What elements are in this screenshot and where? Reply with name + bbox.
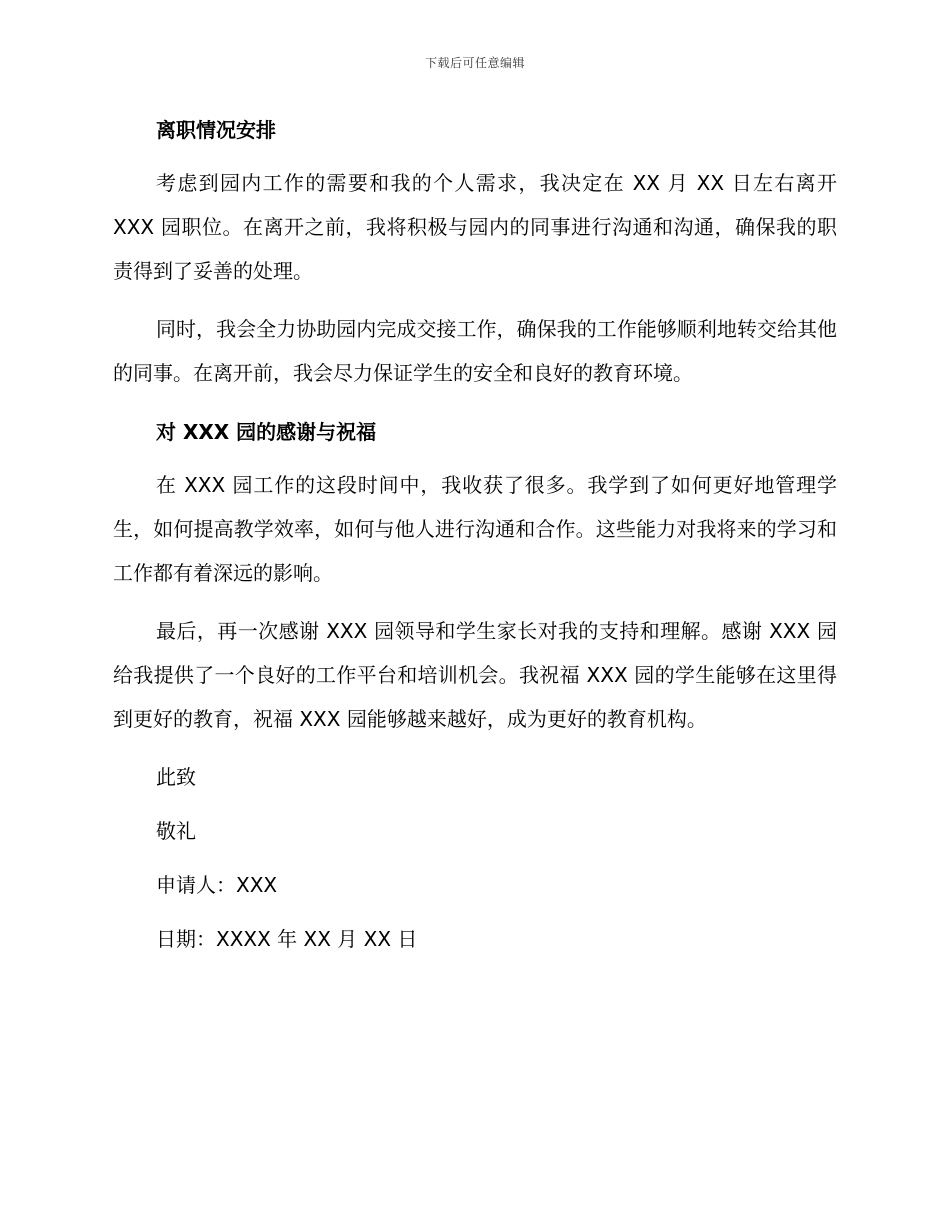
paragraph: 最后，再一次感谢 XXX 园领导和学生家长对我的支持和理解。感谢 XXX 园给我提供了一个良好的工作平台和培训机会。我祝福 XXX 园的学生能够在这里得到更好的教育，祝福 XXX 园能够越来越好，成为更好的教育机构。: [113, 619, 837, 731]
section-heading-resignation: 离职情况安排: [156, 118, 276, 142]
closing-salutation-1: 此致: [156, 765, 196, 789]
paragraph: 考虑到园内工作的需要和我的个人需求，我决定在 XX 月 XX 日左右离开 XXX 园职位。在离开之前，我将积极与园内的同事进行沟通和沟通，确保我的职责得到了妥善的处理。: [113, 171, 837, 283]
document-body: [113, 107, 837, 971]
section-heading-thanks: 对 XXX 园的感谢与祝福: [156, 420, 377, 444]
applicant-line: 申请人：XXX: [156, 873, 278, 897]
paragraph: 同时，我会全力协助园内完成交接工作，确保我的工作能够顺利地转交给其他的同事。在离开前，我会尽力保证学生的安全和良好的教育环境。: [113, 317, 837, 385]
header-note: 下载后可任意编辑: [424, 56, 525, 70]
paragraph: 在 XXX 园工作的这段时间中，我收获了很多。我学到了如何更好地管理学生，如何提高教学效率，如何与他人进行沟通和合作。这些能力对我将来的学习和工作都有着深远的影响。: [113, 473, 837, 585]
date-line: 日期：XXXX 年 XX 月 XX 日: [156, 927, 418, 951]
closing-salutation-2: 敬礼: [156, 819, 196, 843]
